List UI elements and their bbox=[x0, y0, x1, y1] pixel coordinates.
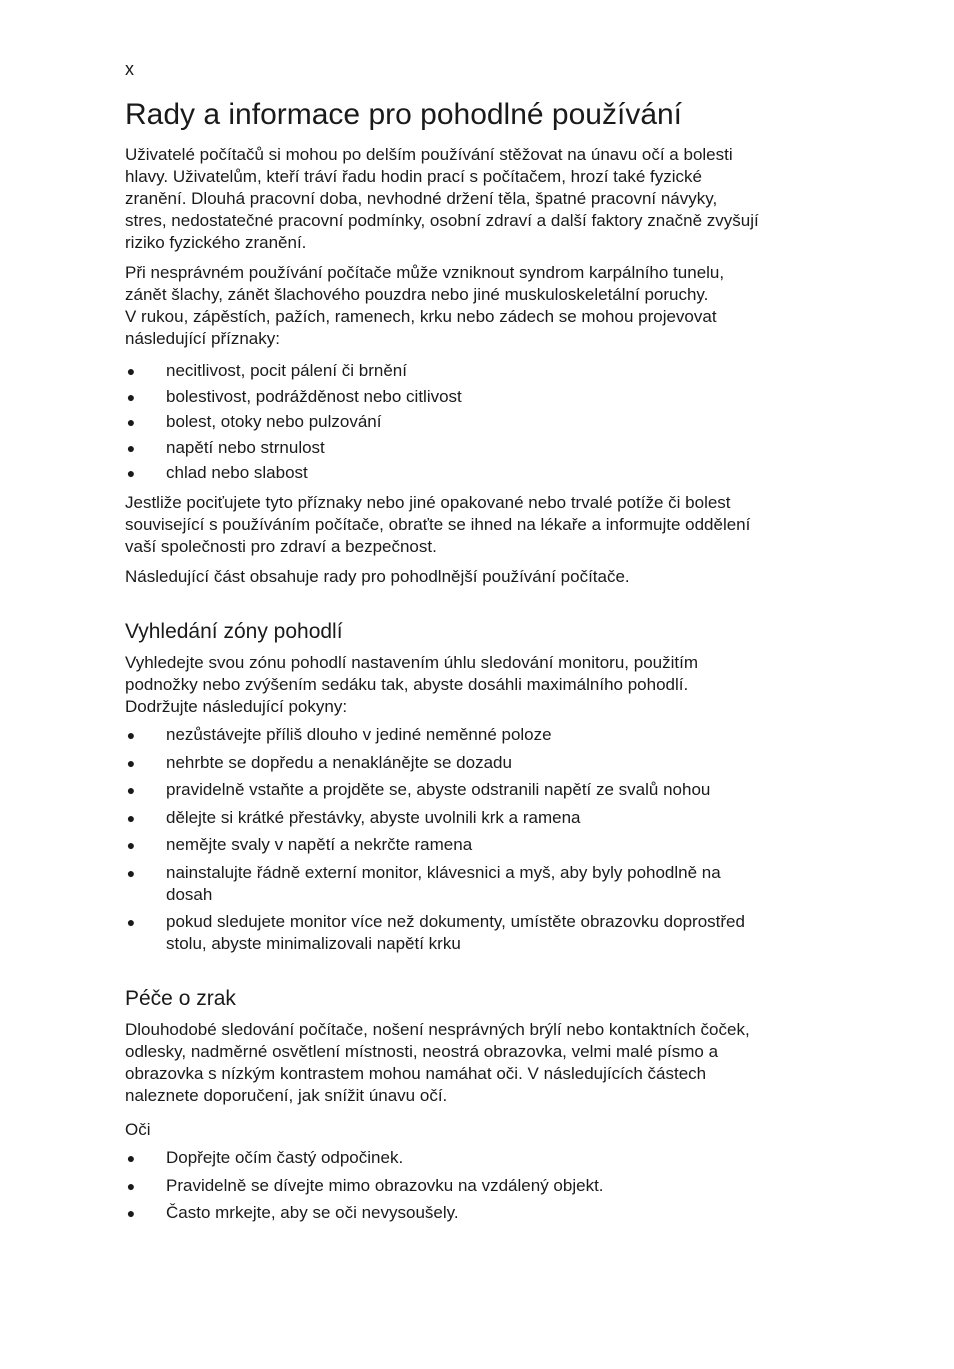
list-item: ● nainstalujte řádně externí monitor, klávesnici a myš, aby byly pohodlně na dosah bbox=[126, 862, 721, 904]
eye-care-paragraph: Dlouhodobé sledování počítače, nošení nesprávných brýlí nebo kontaktních čoček, odlesky, nadměrné osvětlení místnosti, neostrá obrazovka, velmi malé písmo a obrazovka s nízkým kontrastem mohou namáhat oči. V následujících částech naleznete doporučení, jak snížit únavu očí. bbox=[125, 1020, 750, 1105]
list-item: ● necitlivost, pocit pálení či brnění bbox=[126, 361, 407, 380]
intro-paragraph-4: Následující část obsahuje rady pro pohodlnější používání počítače. bbox=[125, 567, 630, 586]
list-item: ● nemějte svaly v napětí a nekrčte ramena bbox=[126, 835, 473, 854]
bullet-icon: ● bbox=[126, 837, 136, 853]
list-item: ● pokud sledujete monitor více než dokumenty, umístěte obrazovku doprostřed stolu, abyste minimalizovali napětí krku bbox=[126, 912, 745, 953]
eyes-subheading: Oči bbox=[125, 1120, 151, 1139]
bullet-icon: ● bbox=[126, 914, 136, 930]
bullet-icon: ● bbox=[126, 864, 136, 881]
bullet-icon: ● bbox=[126, 727, 136, 743]
list-item: ● nehrbte se dopředu a nenaklánějte se dozadu bbox=[126, 752, 512, 772]
list-item: ● Často mrkejte, aby se oči nevysoušely. bbox=[126, 1203, 459, 1222]
intro-paragraph-3: Jestliže pociťujete tyto příznaky nebo jiné opakované nebo trvalé potíže či bolest související s používáním počítače, obraťte se ihned na lékaře a informujte oddělení vaší společnosti pro zdraví a bezpečnost. bbox=[125, 493, 751, 556]
list-item: ● Pravidelně se dívejte mimo obrazovku na vzdálený objekt. bbox=[126, 1175, 604, 1195]
bullet-icon: ● bbox=[126, 388, 136, 405]
bullet-icon: ● bbox=[126, 414, 136, 430]
section-heading-eye-care: Péče o zrak bbox=[125, 987, 236, 1010]
bullet-icon: ● bbox=[126, 754, 136, 771]
page-content bbox=[125, 95, 815, 1224]
section-heading-comfort-zone: Vyhledání zóny pohodlí bbox=[125, 620, 343, 643]
bullet-icon: ● bbox=[126, 1177, 136, 1194]
list-item: ● napětí nebo strnulost bbox=[126, 437, 325, 457]
bullet-icon: ● bbox=[126, 809, 136, 826]
comfort-tips-list bbox=[125, 724, 815, 955]
intro-paragraph-1: Uživatelé počítačů si mohou po delším používání stěžovat na únavu očí a bolesti hlavy. Uživatelům, kteří tráví řadu hodin prací s počítačem, hrozí také fyzické zranění. Dlouhá pracovní doba, nevhodné držení těla, špatné pracovní návyky, stres, nedostatečné pracovní podmínky, osobní zdraví a další faktory značně zvyšují riziko fyzického zranění. bbox=[125, 145, 759, 252]
bullet-icon: ● bbox=[126, 465, 136, 481]
symptoms-list bbox=[125, 360, 815, 484]
list-item: ● bolest, otoky nebo pulzování bbox=[126, 412, 382, 431]
bullet-icon: ● bbox=[126, 1205, 136, 1221]
bullet-icon: ● bbox=[126, 1150, 136, 1166]
page-number: x bbox=[125, 59, 134, 79]
page-title: Rady a informace pro pohodlné používání bbox=[125, 98, 683, 131]
bullet-icon: ● bbox=[126, 439, 136, 456]
bullet-icon: ● bbox=[126, 782, 136, 798]
comfort-zone-paragraph: Vyhledejte svou zónu pohodlí nastavením úhlu sledování monitoru, použitím podnožky nebo zvýšením sedáku tak, abyste dosáhli maximálního pohodlí. Dodržujte následující pokyny: bbox=[125, 653, 698, 716]
list-item: ● dělejte si krátké přestávky, abyste uvolnili krk a ramena bbox=[126, 807, 581, 827]
bullet-icon: ● bbox=[126, 363, 136, 379]
list-item: ● pravidelně vstaňte a projděte se, abyste odstranili napětí ze svalů nohou bbox=[126, 780, 711, 799]
eye-tips-list bbox=[125, 1147, 815, 1224]
intro-paragraph-2: Při nesprávném používání počítače může vzniknout syndrom karpálního tunelu, zánět šlachy, zánět šlachového pouzdra nebo jiné muskuloskeletální poruchy. V rukou, zápěstích, pažích, ramenech, krku nebo zádech se mohou projevovat následující příznaky: bbox=[125, 263, 725, 348]
list-item: ● chlad nebo slabost bbox=[126, 463, 308, 482]
list-item: ● Dopřejte očím častý odpočinek. bbox=[126, 1148, 404, 1167]
list-item: ● nezůstávejte příliš dlouho v jediné neměnné poloze bbox=[126, 725, 552, 744]
list-item: ● bolestivost, podrážděnost nebo citlivost bbox=[126, 386, 462, 406]
